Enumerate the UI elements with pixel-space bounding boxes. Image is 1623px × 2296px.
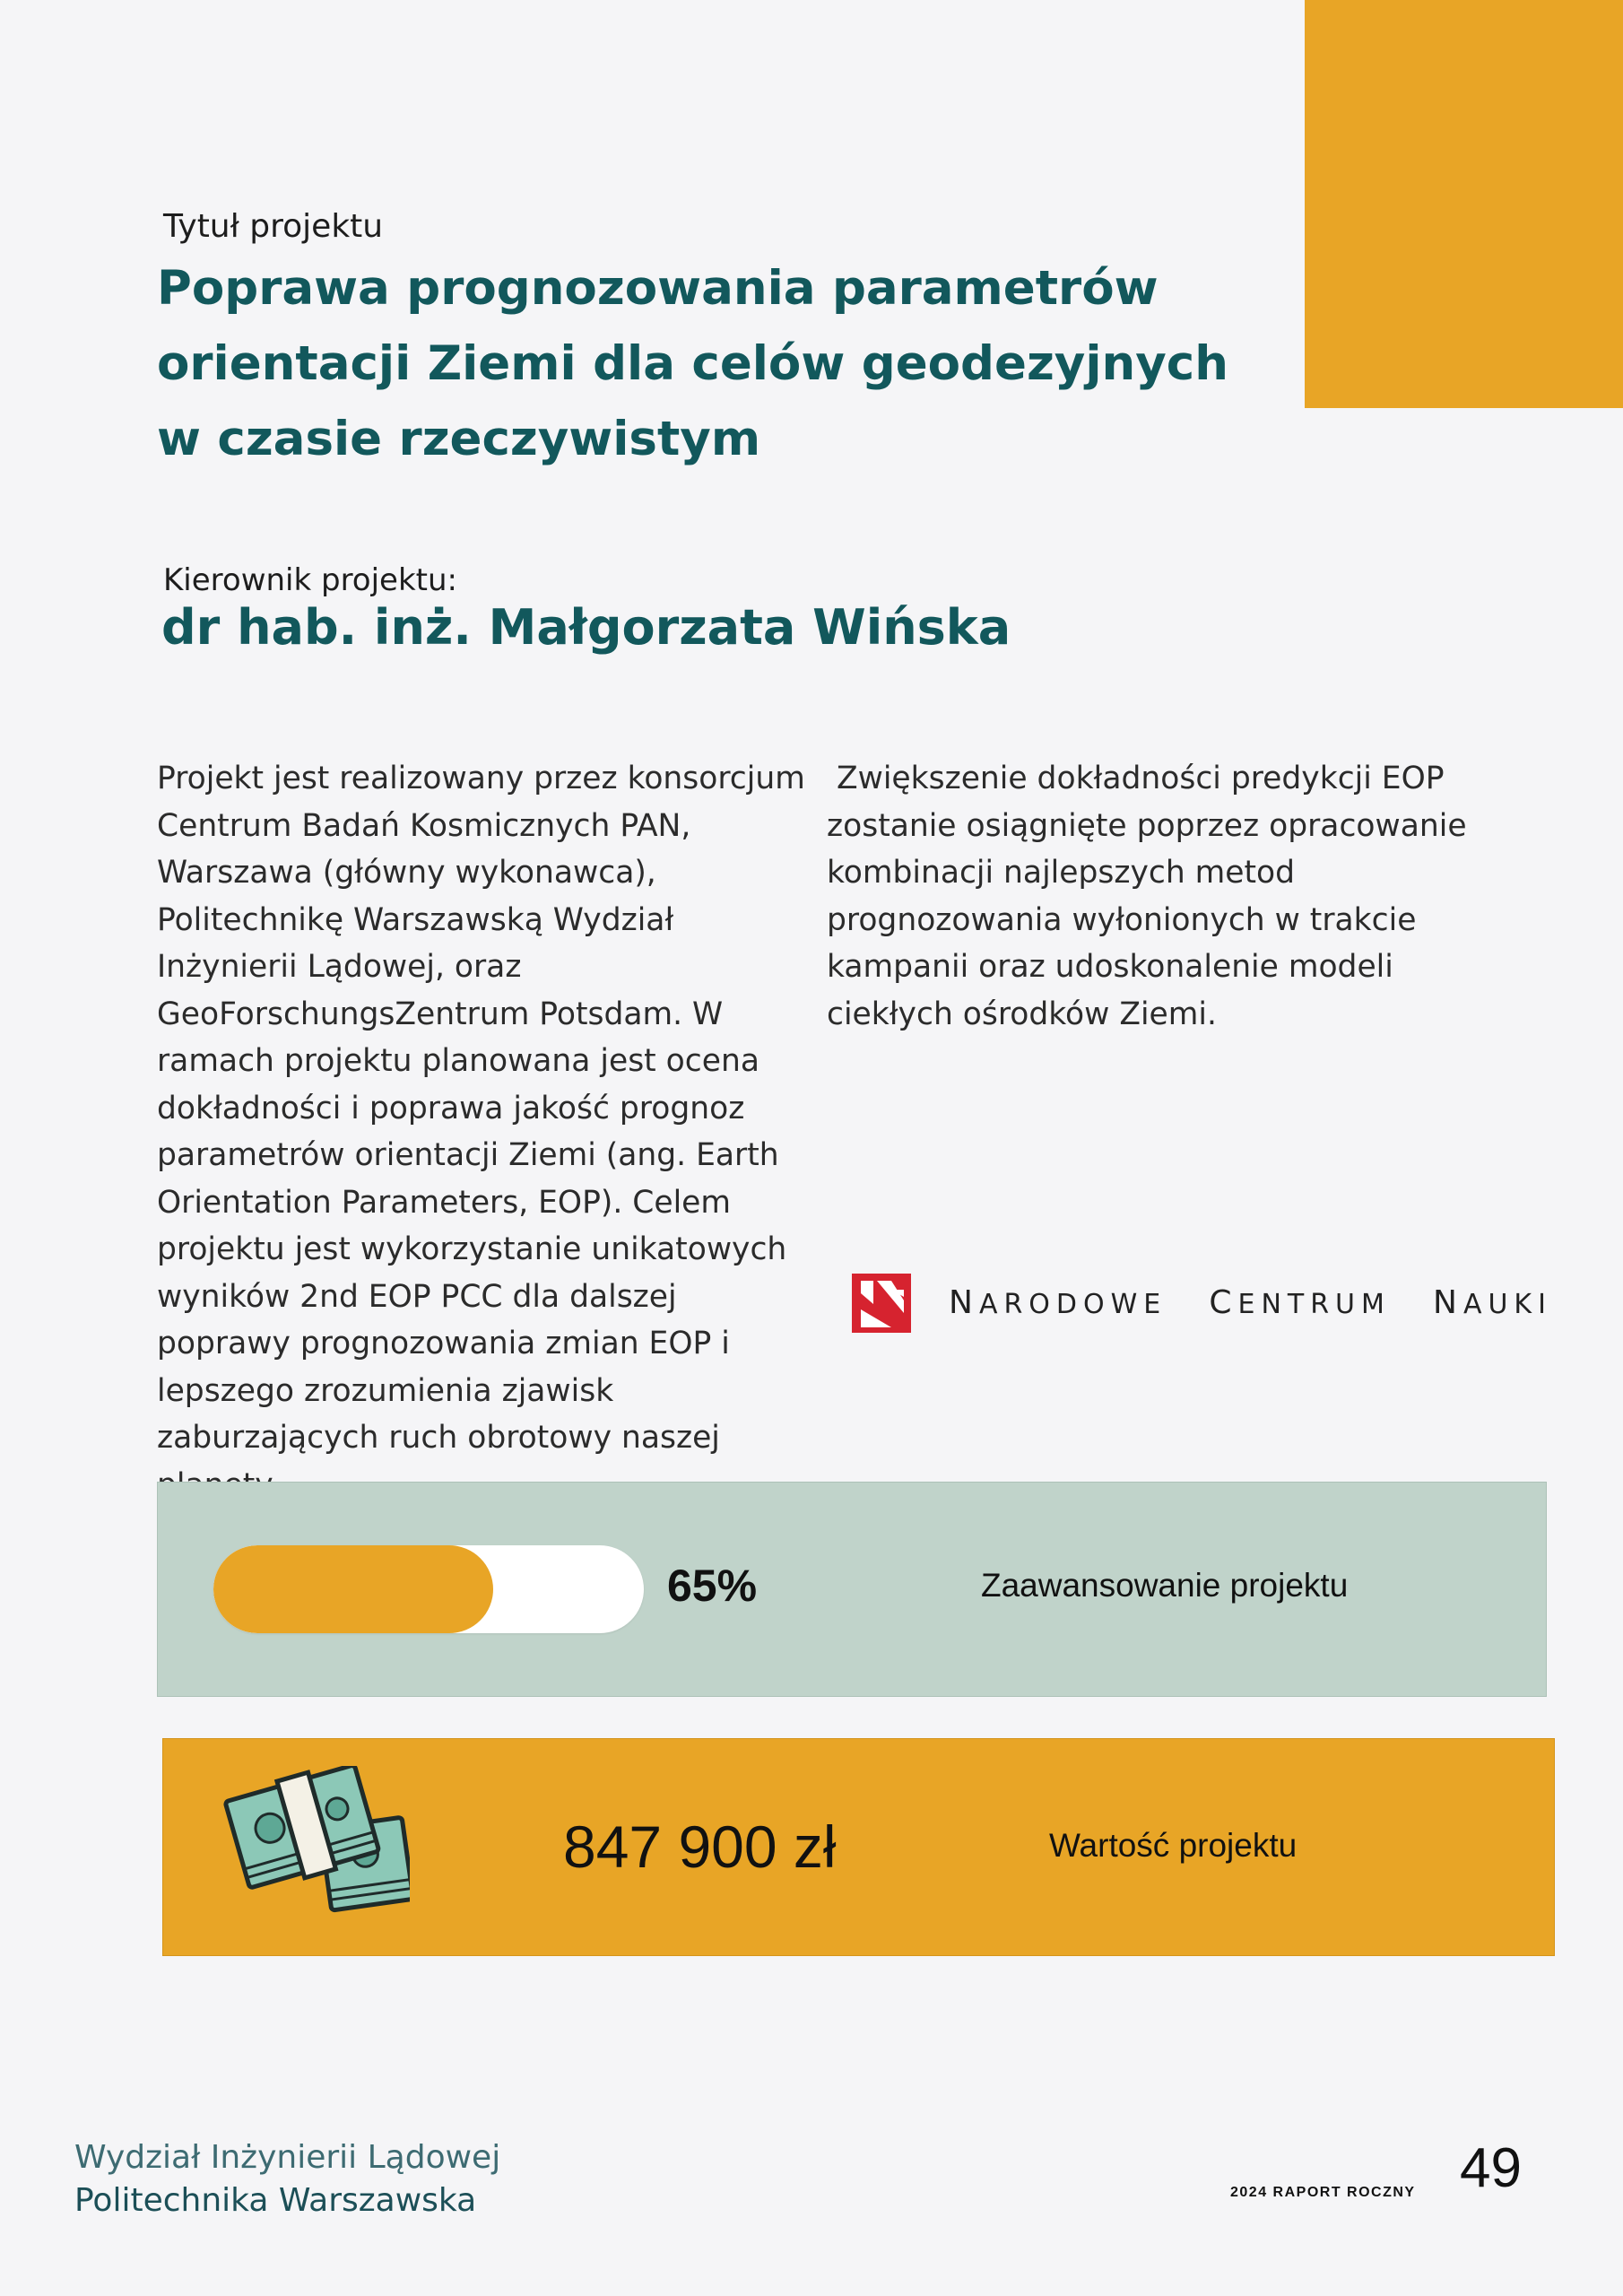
progress-label: Zaawansowanie projektu bbox=[981, 1567, 1349, 1604]
progress-bar bbox=[213, 1545, 644, 1633]
description-right: Zwiększenie dokładności predykcji EOP zostanie osiągnięte poprzez opracowanie kombinacji najlepszych metod prognozowania wyłonionych w trakcie kampanii oraz udoskonalenie modeli ciekłych ośrodków Ziemi. bbox=[827, 761, 1477, 1032]
corner-accent-block bbox=[1305, 0, 1623, 408]
progress-bar-fill bbox=[213, 1545, 493, 1633]
project-title: Poprawa prognozowania parametrów orientacji Ziemi dla celów geodezyjnych w czasie rzeczywistym bbox=[157, 261, 1228, 466]
ncn-logo-icon bbox=[852, 1274, 911, 1333]
progress-value: 65% bbox=[667, 1561, 758, 1611]
page-number: 49 bbox=[1460, 2137, 1522, 2199]
funder-name: NARODOWE CENTRUM NAUKI bbox=[949, 1284, 1552, 1321]
footer-university: Politechnika Warszawska bbox=[74, 2182, 477, 2219]
manager-label: Kierownik projektu: bbox=[163, 562, 457, 598]
manager-name: dr hab. inż. Małgorzata Wińska bbox=[161, 599, 1011, 656]
description-left: Projekt jest realizowany przez konsorcjum Centrum Badań Kosmicznych PAN, Warszawa (główny wykonawca), Politechnikę Warszawską Wydział Inżynierii Lądowej, oraz GeoForschungsZentrum Potsdam. W ramach projektu planowana jest ocena dokładności i poprawa jakość prognoz parametrów orientacji Ziemi (ang. Earth Orientation Parameters, EOP). Celem projektu jest wykorzystanie unikatowych wyników 2nd EOP PCC dla dalszej poprawy prognozowania zmian EOP i lepszego zrozumienia zjawisk zaburzających ruch obrotowy naszej bbox=[157, 761, 805, 1456]
money-stack-icon bbox=[213, 1766, 410, 1932]
budget-label: Wartość projektu bbox=[1049, 1827, 1298, 1864]
footer-department: Wydział Inżynierii Lądowej bbox=[74, 2139, 501, 2176]
footer-report-label: 2024 RAPORT ROCZNY bbox=[1230, 2185, 1416, 2200]
budget-panel bbox=[162, 1738, 1555, 1956]
title-label: Tytuł projektu bbox=[163, 208, 384, 245]
progress-panel bbox=[157, 1482, 1547, 1697]
budget-amount: 847 900 zł bbox=[563, 1813, 837, 1880]
